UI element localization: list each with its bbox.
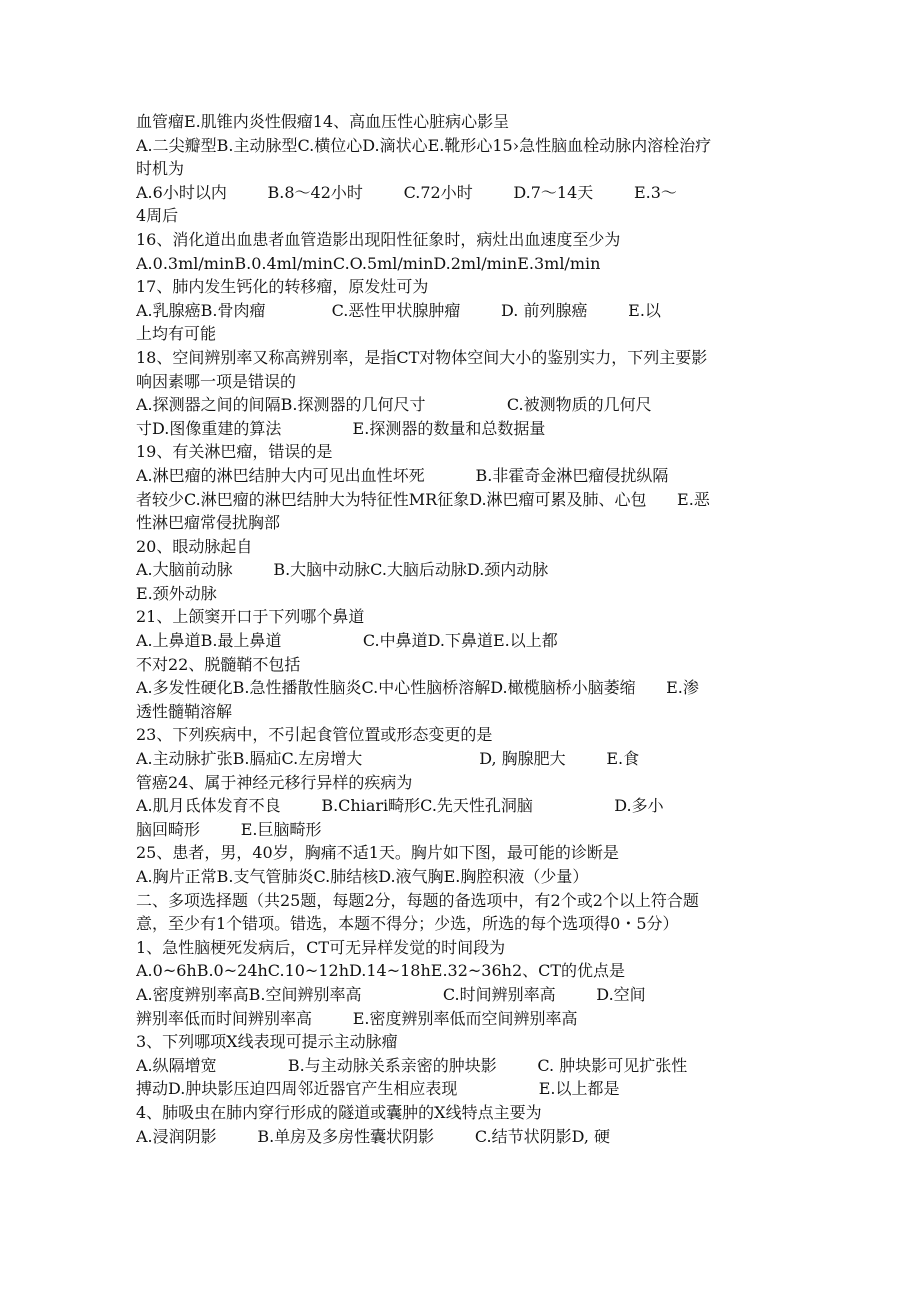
- text-line: 管癌24、属于神经元移行异样的疾病为: [136, 772, 413, 792]
- text-line: 时机为: [136, 159, 185, 179]
- text-line: 23、下列疾病中，不引起食管位置或形态变更的是: [136, 725, 493, 745]
- text-line: E.颈外动脉: [136, 583, 217, 603]
- document-text-block: [136, 110, 796, 1148]
- text-line: 1、急性脑梗死发病后，CT可无异样发觉的时间段为: [136, 937, 506, 957]
- text-line: 者较少C.淋巴瘤的淋巴结肿大为特征性MR征象D.淋巴瘤可累及肺、心包 E.恶: [136, 489, 710, 509]
- text-line: 3、下列哪项X线表现可提示主动脉瘤: [136, 1032, 398, 1052]
- text-line: A.探测器之间的间隔B.探测器的几何尺寸 C.被测物质的几何尺: [136, 395, 652, 415]
- text-line: A.纵隔增宽 B.与主动脉关系亲密的肿块影 C. 肿块影可见扩张性: [136, 1055, 688, 1075]
- text-line: 脑回畸形 E.巨脑畸形: [136, 819, 322, 839]
- text-line: 透性髓鞘溶解: [136, 701, 233, 721]
- text-line: A.0~6hB.0~24hC.10~12hD.14~18hE.32~36h2、CT的优点是: [136, 961, 626, 981]
- text-line: 上均有可能: [136, 324, 217, 344]
- text-line: A.乳腺癌B.骨肉瘤 C.恶性甲状腺肿瘤 D. 前列腺癌 E.以: [136, 300, 661, 320]
- text-line: 21、上颌窦开口于下列哪个鼻道: [136, 607, 365, 627]
- text-line: 辨别率低而时间辨别率高 E.密度辨别率低而空间辨别率高: [136, 1008, 578, 1028]
- text-line: 17、肺内发生钙化的转移瘤，原发灶可为: [136, 277, 429, 297]
- text-line: A.密度辨别率高B.空间辨别率高 C.时间辨别率高 D.空间: [136, 984, 646, 1004]
- text-line: 4、肺吸虫在肺内穿行形成的隧道或囊肿的X线特点主要为: [136, 1102, 542, 1122]
- text-line: 20、眼动脉起自: [136, 536, 253, 556]
- text-line: A.0.3ml/minB.0.4ml/minC.O.5ml/minD.2ml/minE.3ml/min: [136, 253, 601, 273]
- text-line: 25、患者，男，40岁，胸痛不适1天。胸片如下图，最可能的诊断是: [136, 843, 619, 863]
- text-line: 响因素哪一项是错误的: [136, 371, 297, 391]
- text-line: 意，至少有1个错项。错选，本题不得分；少选，所选的每个选项得0・5分）: [136, 914, 679, 934]
- text-line: 二、多项选择题（共25题，每题2分，每题的备选项中，有2个或2个以上符合题: [136, 890, 699, 910]
- text-line: A.二尖瓣型B.主动脉型C.横位心D.滴状心E.靴形心15›急性脑血栓动脉内溶栓治疗: [136, 135, 712, 155]
- text-line: 性淋巴瘤常侵扰胸部: [136, 513, 281, 533]
- text-line: A.大脑前动脉 B.大脑中动脉C.大脑后动脉D.颈内动脉: [136, 560, 549, 580]
- text-line: A.胸片正常B.支气管肺炎C.肺结核D.液气胸E.胸腔积液（少量）: [136, 867, 589, 886]
- text-line: 寸D.图像重建的算法 E.探测器的数量和总数据量: [136, 418, 546, 438]
- text-line: 不对22、脱髓鞘不包括: [136, 654, 301, 674]
- text-line: 4周后: [136, 206, 179, 226]
- text-line: 16、消化道出血患者血管造影出现阳性征象时，病灶出血速度至少为: [136, 229, 621, 249]
- text-line: A.肌月氐体发育不良 B.Chiari畸形C.先天性孔洞脑 D.多小: [136, 796, 664, 816]
- text-line: 19、有关淋巴瘤，错误的是: [136, 442, 333, 462]
- text-line: 搏动D.肿块影压迫四周邻近器官产生相应表现 E.以上都是: [136, 1079, 620, 1099]
- text-line: A.主动脉扩张B.膈疝C.左房增大 D, 胸腺肥大 E.食: [136, 749, 640, 769]
- text-line: 血管瘤E.肌锥内炎性假瘤14、高血压性心脏病心影呈: [136, 112, 510, 131]
- text-line: A.多发性硬化B.急性播散性脑炎C.中心性脑桥溶解D.橄榄脑桥小脑萎缩 E.渗: [136, 678, 699, 698]
- text-line: A.6小时以内 B.8～42小时 C.72小时 D.7～14天 E.3～: [136, 182, 677, 202]
- text-line: A.上鼻道B.最上鼻道 C.中鼻道D.下鼻道E.以上都: [136, 631, 558, 651]
- text-line: A.浸润阴影 B.单房及多房性囊状阴影 C.结节状阴影D, 硬: [136, 1126, 611, 1146]
- text-line: A.淋巴瘤的淋巴结肿大内可见出血性坏死 B.非霍奇金淋巴瘤侵扰纵隔: [136, 465, 669, 485]
- text-line: 18、空间辨别率又称高辨别率，是指CT对物体空间大小的鉴别实力，下列主要影: [136, 347, 708, 367]
